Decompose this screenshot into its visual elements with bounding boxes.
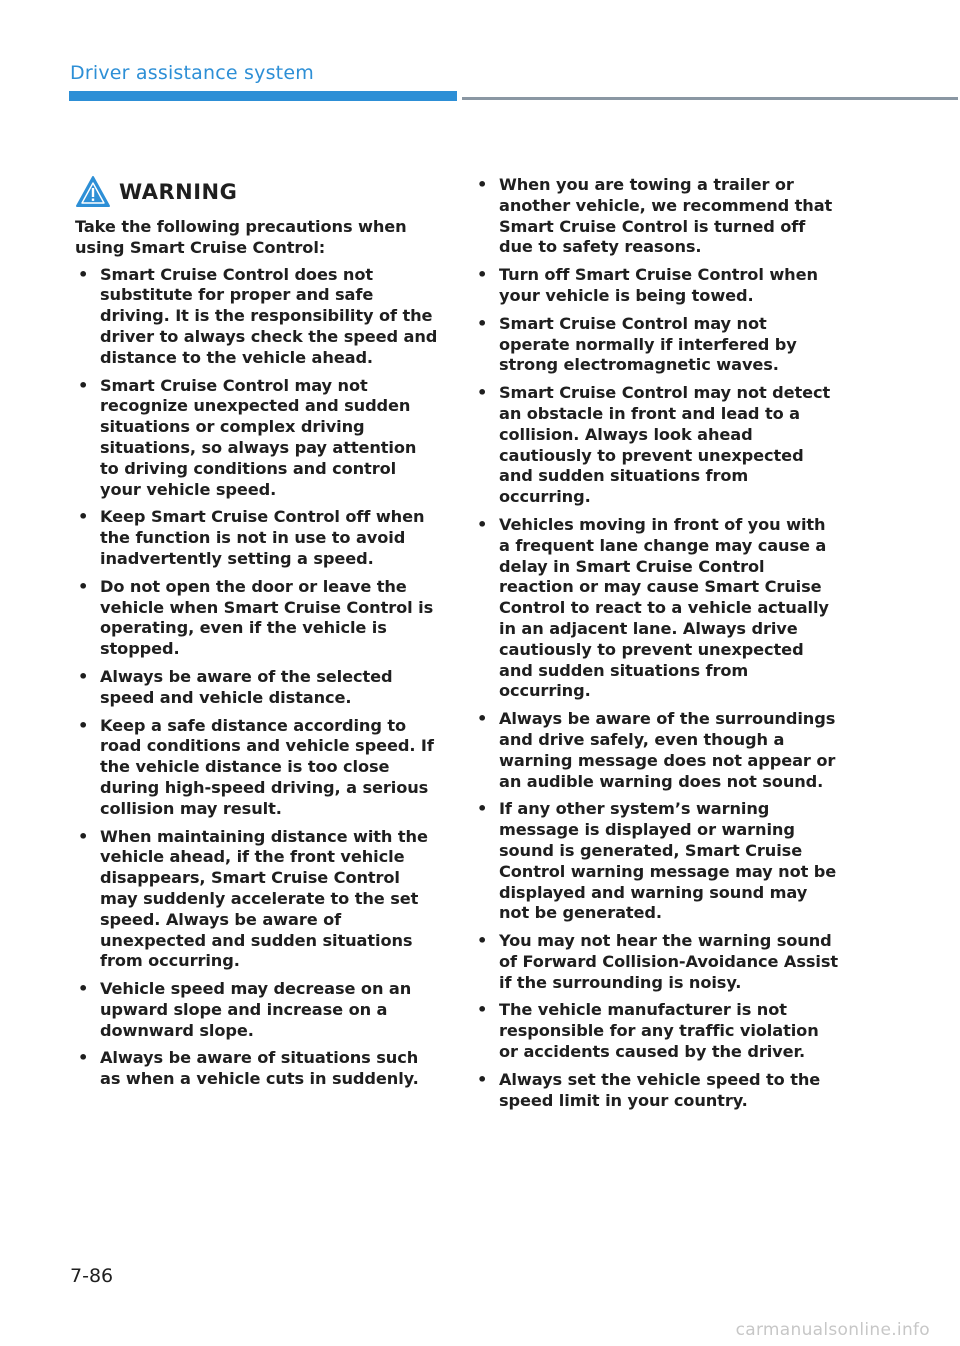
list-item: • Vehicle speed may decrease on an upward slope and increase on a downward slope. (75, 979, 440, 1041)
right-column (474, 175, 839, 1118)
list-item: • Smart Cruise Control may not operate normally if interfered by strong electromagnetic waves. (474, 314, 839, 376)
list-item: • Always be aware of the selected speed and vehicle distance. (75, 667, 440, 709)
watermark: carmanualsonline.info (735, 1320, 930, 1340)
page-number: 7-86 (70, 1265, 114, 1287)
left-precaution-list (75, 265, 440, 1090)
list-item: • Smart Cruise Control does not substitute for proper and safe driving. It is the responsibility of the driver to always check the speed and distance to the vehicle ahead. (75, 265, 440, 369)
warning-triangle-icon (75, 175, 111, 209)
list-item: • Turn off Smart Cruise Control when your vehicle is being towed. (474, 265, 839, 307)
list-item: • If any other system’s warning message is displayed or warning sound is generated, Smart Cruise Control warning message may not be displayed and warning sound may not be generated. (474, 799, 839, 924)
list-item: • Keep Smart Cruise Control off when the function is not in use to avoid inadvertently setting a speed. (75, 507, 440, 569)
list-item: • When you are towing a trailer or another vehicle, we recommend that Smart Cruise Control is turned off due to safety reasons. (474, 175, 839, 258)
warning-title: WARNING (119, 180, 238, 204)
list-item: • You may not hear the warning sound of Forward Collision-Avoidance Assist if the surrounding is noisy. (474, 931, 839, 993)
list-item: • Always set the vehicle speed to the speed limit in your country. (474, 1070, 839, 1112)
section-title: Driver assistance system (70, 62, 314, 84)
list-item: • Always be aware of situations such as when a vehicle cuts in suddenly. (75, 1048, 440, 1090)
list-item: • When maintaining distance with the vehicle ahead, if the front vehicle disappears, Smart Cruise Control may suddenly accelerate to the set speed. Always be aware of unexpected and sudden situations from occurring. (75, 827, 440, 973)
warning-heading (75, 175, 440, 209)
warning-intro: Take the following precautions when using Smart Cruise Control: (75, 217, 407, 257)
list-item: • Vehicles moving in front of you with a frequent lane change may cause a delay in Smart Cruise Control reaction or may cause Smart Cruise Control to react to a vehicle actually in an adjacent lane. Always drive cautiously to prevent unexpected and sudden situations from occurring. (474, 515, 839, 702)
list-item: • The vehicle manufacturer is not responsible for any traffic violation or accidents caused by the driver. (474, 1000, 839, 1062)
list-item: • Keep a safe distance according to road conditions and vehicle speed. If the vehicle distance is too close during high-speed driving, a serious collision may result. (75, 716, 440, 820)
header-rule-accent (69, 91, 457, 101)
list-item: • Do not open the door or leave the vehicle when Smart Cruise Control is operating, even if the vehicle is stopped. (75, 577, 440, 660)
list-item: • Smart Cruise Control may not recognize unexpected and sudden situations or complex driving situations, so always pay attention to driving conditions and control your vehicle speed. (75, 376, 440, 501)
header-rule-gray (462, 97, 958, 100)
right-precaution-list (474, 175, 839, 1111)
list-item: • Smart Cruise Control may not detect an obstacle in front and lead to a collision. Always look ahead cautiously to prevent unexpected and sudden situations from occurring. (474, 383, 839, 508)
left-column (75, 175, 440, 1097)
list-item: • Always be aware of the surroundings and drive safely, even though a warning message does not appear or an audible warning does not sound. (474, 709, 839, 792)
